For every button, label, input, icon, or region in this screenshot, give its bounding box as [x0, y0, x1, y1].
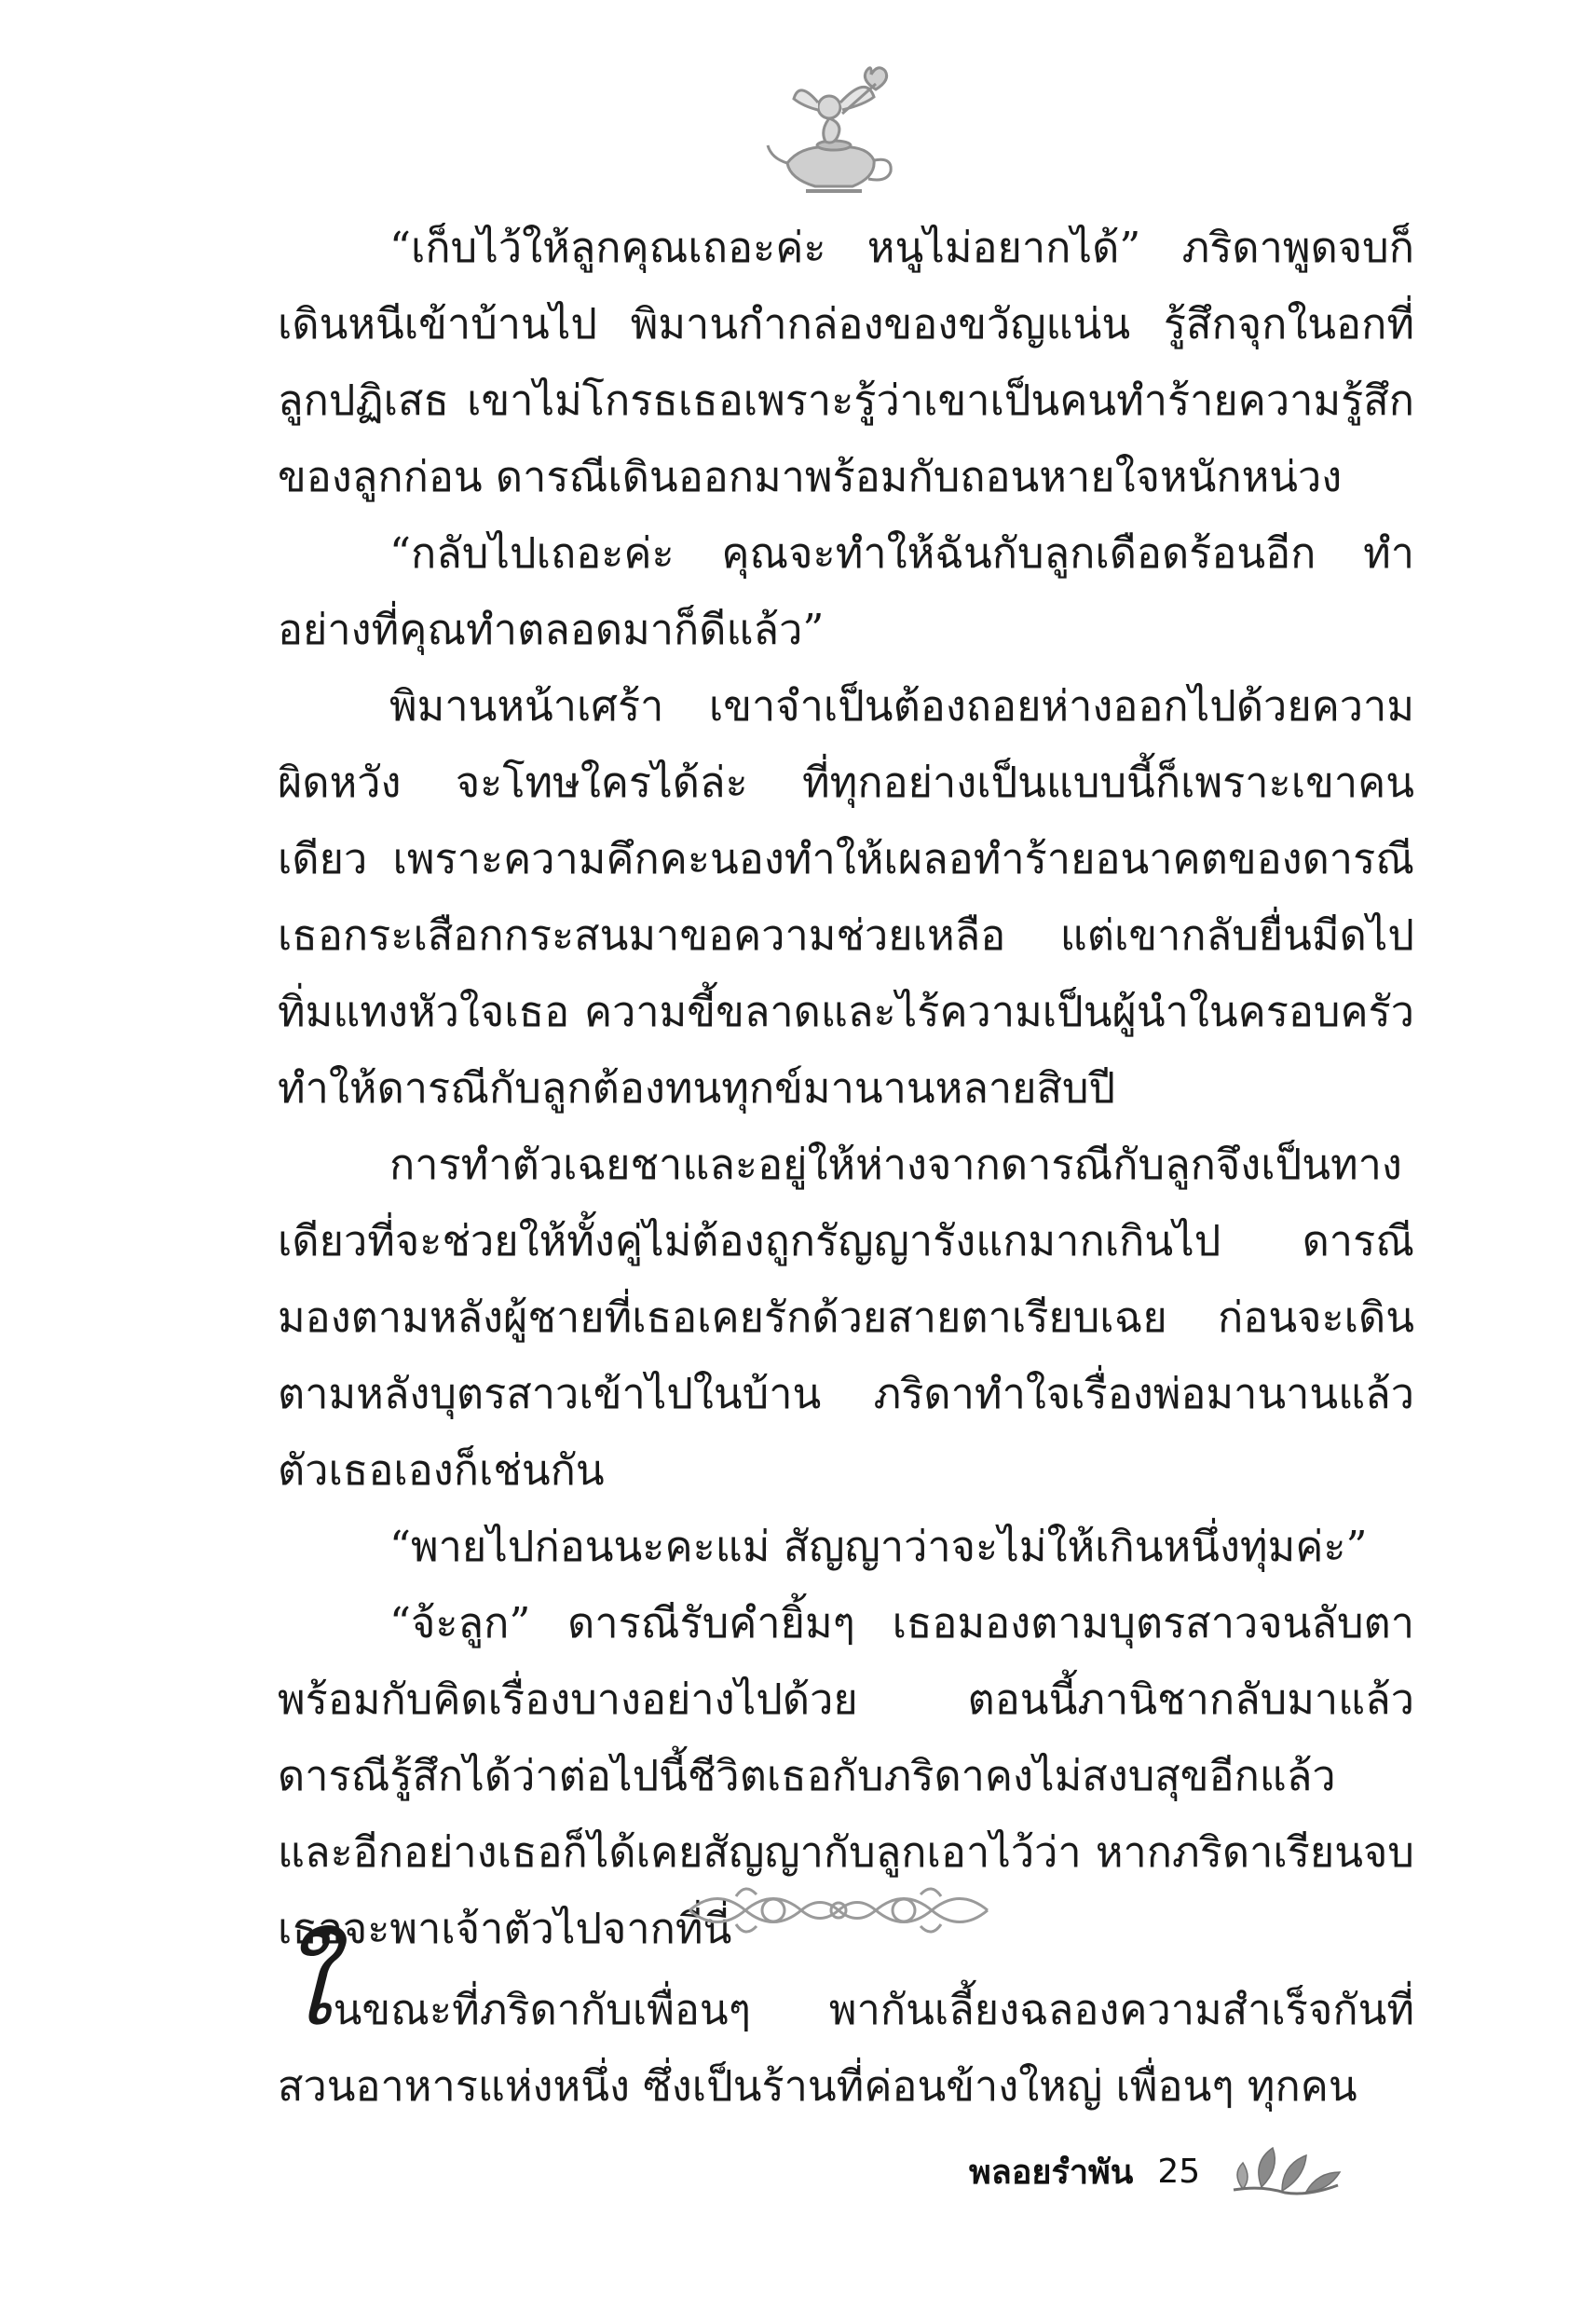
- chapter-opening: [278, 1921, 1414, 2125]
- chapter-opening-text: นขณะที่ภริดากับเพื่อนๆ พากันเลี้ยงฉลองความสำเร็จกันที่สวนอาหารแห่งหนึ่ง ซึ่งเป็นร้านที่ค่อนข้างใหญ่ เพื่อนๆ ทุกคน: [278, 1985, 1414, 2111]
- paragraph: พิมานหน้าเศร้า เขาจำเป็นต้องถอยห่างออกไปด้วยความผิดหวัง จะโทษใครได้ล่ะ ที่ทุกอย่างเป็นแบบนี้ก็เพราะเขาคนเดียว เพราะความคึกคะนองทำให้เผลอทำร้ายอนาคตของดารณี เธอกระเสือกกระสนมาขอความช่วยเหลือ แต่เขากลับยื่นมีดไปทิ่มแทงหัวใจเธอ ความขี้ขลาดและไร้ความเป็นผู้นำในครอบครัวทำให้ดารณีกับลูกต้องทนทุกข์มานานหลายสิบปี: [278, 681, 1414, 1113]
- paragraph: “กลับไปเถอะค่ะ คุณจะทำให้ฉันกับลูกเดือดร้อนอีก ทำอย่างที่คุณทำตลอดมาก็ดีแล้ว”: [278, 528, 1414, 654]
- paragraph: “พายไปก่อนนะคะแม่ สัญญาว่าจะไม่ให้เกินหนึ่งทุ่มค่ะ”: [389, 1522, 1368, 1571]
- page-number: 25: [1157, 2152, 1201, 2191]
- cherub-teapot-icon: [764, 56, 904, 205]
- body-text: [278, 210, 1414, 1967]
- paragraph: การทำตัวเฉยชาและอยู่ให้ห่างจากดารณีกับลูกจึงเป็นทางเดียวที่จะช่วยให้ทั้งคู่ไม่ต้องถูกรัญญารังแกมากเกินไป ดารณีมองตามหลังผู้ชายที่เธอเคยรักด้วยสายตาเรียบเฉย ก่อนจะเดินตามหลังบุตรสาวเข้าไปในบ้าน ภริดาทำใจเรื่องพ่อมานานแล้ว ตัวเธอเองก็เช่นกัน: [278, 1140, 1414, 1495]
- drop-cap: ใ: [278, 1921, 332, 2050]
- paragraph: “เก็บไว้ให้ลูกคุณเถอะค่ะ หนูไม่อยากได้” ภริดาพูดจบก็เดินหนีเข้าบ้านไป พิมานกำกล่องของขวัญแน่น รู้สึกจุกในอกที่ลูกปฏิเสธ เขาไม่โกรธเธอเพราะรู้ว่าเขาเป็นคนทำร้ายความรู้สึกของลูกก่อน ดารณีเดินออกมาพร้อมกับถอนหายใจหนักหน่วง: [278, 223, 1414, 501]
- scroll-divider-icon: [680, 1868, 997, 1952]
- page-footer: [969, 2134, 1345, 2208]
- book-title: พลอยรำพัน: [969, 2153, 1134, 2192]
- paragraph: “จ้ะลูก” ดารณีรับคำยิ้มๆ เธอมองตามบุตรสาวจนลับตาพร้อมกับคิดเรื่องบางอย่างไปด้วย ตอนนี้ภานิชากลับมาแล้ว ดารณีรู้สึกได้ว่าต่อไปนี้ชีวิตเธอกับภริดาคงไม่สงบสุขอีกแล้ว และอีกอย่างเธอก็ได้เคยสัญญากับลูกเอาไว้ว่า หากภริดาเรียนจบเธอจะพาเจ้าตัวไปจากที่นี่: [278, 1598, 1414, 1953]
- leaf-icon: [1224, 2139, 1345, 2204]
